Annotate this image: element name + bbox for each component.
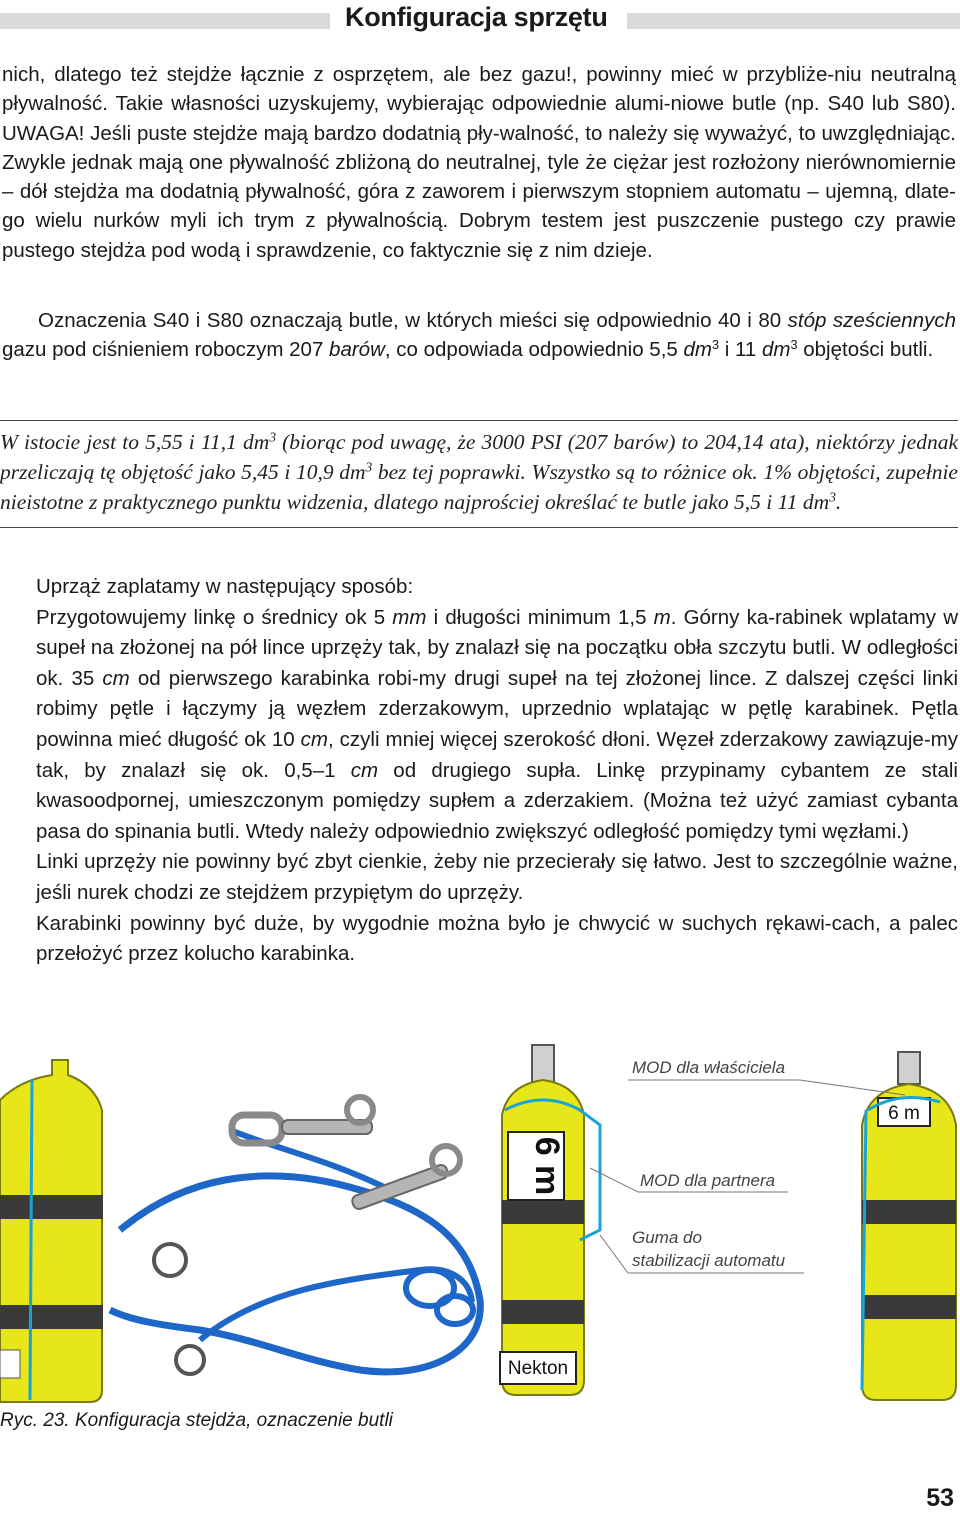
header-bar-left [0, 13, 330, 29]
harness-rope-illustration [110, 1097, 480, 1374]
tank-left-illustration [0, 1060, 103, 1402]
figure-stage-bottle [0, 1040, 960, 1410]
figure-illustration [0, 1040, 960, 1410]
harness-paragraph-1: Przygotowujemy linkę o średnicy ok 5 mm i długości minimum 1,5 m. Górny ka-rabinek wplatamy w supeł na złożonej na pół lince uprzęży tak, by znalazł się na początku obła szczytu butli. W odległości ok. 35 cm od pierwszego karabinka robi-my drugi supeł na tej złożonej lince. Z dalszej części linki robimy pętle i łączymy ją węzłem zderzakowym, uprzednio wplatając w pętlę karabinek. Pętla powinna mieć długość ok 10 cm, czyli mniej więcej szerokość dłoni. Węzeł zderzakowy zawiązuje-my tak, by znalazł się ok. 0,5–1 cm od drugiego supła. Linkę przypinamy cybantem ze stali kwasoodpornej, umieszczonym pomiędzy supłem a zderzakiem. (Można też użyć zamiast cybanta pasa do spinania butli. Wtedy należy odpowiednio zwiększyć odległość pomiędzy tymi węzłami.) [36, 605, 958, 843]
harness-paragraph-3: Karabinki powinny być duże, by wygodnie można było je chwycić w suchych rękawi-cach, a palec przełożyć przez kolucho karabinka. [36, 911, 958, 966]
label-mod-partner: MOD dla partnera [640, 1171, 776, 1190]
paragraph-s40-s80 [2, 306, 956, 365]
label-bungee-line-1: Guma do [632, 1228, 702, 1247]
paragraph-text: Oznaczenia S40 i S80 oznaczają butle, w których mieści się odpowiednio 40 i 80 stóp sześciennych gazu pod ciśnieniem roboczym 207 barów, co odpowiada odpowiednio 5,5 $dm^3$ i 11 $dm^3$ objętości butli. [2, 309, 956, 362]
label-mod-owner: MOD dla właściciela [632, 1058, 786, 1077]
harness-instructions [36, 572, 958, 970]
section-title: Konfiguracja sprzętu [345, 2, 608, 32]
brand-label: Nekton [507, 1358, 569, 1379]
figure-caption: Ryc. 23. Konfiguracja stejdża, oznaczenie butli [0, 1410, 393, 1431]
label-bungee-line-2: stabilizacji automatu [632, 1251, 786, 1270]
tank-middle-illustration [500, 1045, 600, 1395]
header-bar-right [627, 13, 960, 29]
tank-right-illustration [862, 1052, 956, 1400]
paragraph-neutral-buoyancy [2, 60, 956, 265]
harness-paragraph-2: Linki uprzęży nie powinny być zbyt cienkie, żeby nie przecierały się łatwo. Jest to szczególnie ważne, jeśli nurek chodzi ze stejdżem przypiętym do uprzęży. [36, 850, 958, 904]
figure-annotations [590, 1058, 905, 1273]
page-header [0, 4, 960, 36]
footnote-box: W istocie jest to 5,55 i 11,1 $dm^3$ (biorąc pod uwagę, że 3000 PSI (207 barów) to 204,14 ata), niektórzy jednak przeliczają tę objętość jako 5,45 i 10,9 $dm^3$ bez tej poprawki. Wszystko są to różnice ok. 1% objętości, zupełnie nieistotne z praktycznego punktu widzenia, dlatego najprościej określać te butle jako 5,5 i 11 $dm^3$. [0, 420, 958, 528]
harness-heading: Uprząż zaplatamy w następujący sposób: [36, 575, 414, 598]
depth-mark: 6 m [888, 1103, 920, 1124]
depth-mark-rotated: 6 m [528, 1136, 566, 1196]
page-number: 53 [926, 1484, 954, 1512]
paragraph-text: nich, dlatego też stejdże łącznie z osprzętem, ale bez gazu!, powinny mieć w przybliże-niu neutralną pływalność. Takie własności uzyskujemy, wybierając odpowiednie alumi-niowe butle (np. S40 lub S80). UWAGA! Jeśli puste stejdże mają bardzo dodatnią pły-walność, to należy się wyważyć, to uwzględniając. Zwykle jednak mają one pływalność zbliżoną do neutralnej, tyle że ciężar jest rozłożony nierównomiernie – dół stejdża ma dodatnią pływalność, góra z zaworem i pierwszym stopniem automatu – ujemną, dlate-go wielu nurków myli ich trym z pływalnością. Dobrym testem jest puszczenie pustego czy prawie pustego stejdża pod wodą i sprawdzenie, co faktycznie się z nim dzieje. [2, 63, 956, 262]
